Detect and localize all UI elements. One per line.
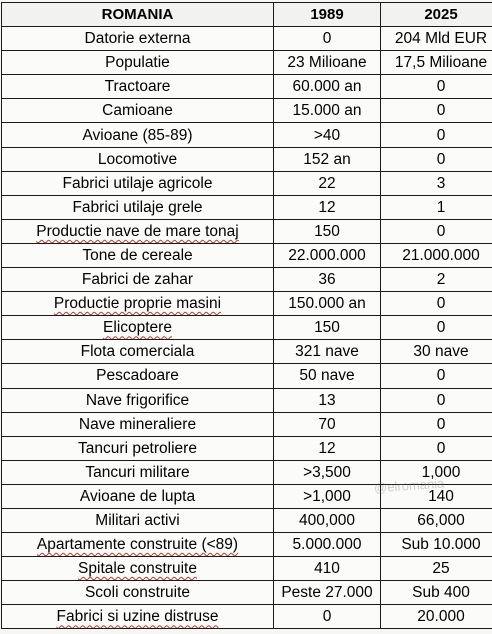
table-row (2, 27, 492, 51)
value-2025-cell (381, 292, 492, 316)
table-row (2, 292, 492, 316)
value-2025-text: 0 (436, 415, 446, 433)
table-row (2, 171, 492, 195)
indicator-cell (2, 557, 274, 581)
indicator-text: Flota comerciala (80, 343, 195, 361)
watermark: @elromania (373, 475, 445, 496)
value-2025-text: 2 (436, 271, 446, 289)
value-2025-cell (381, 75, 492, 99)
value-2025-cell (381, 364, 492, 388)
value-1989-cell (274, 605, 381, 629)
value-1989-text: 60.000 an (292, 78, 362, 96)
value-2025-cell (381, 27, 492, 51)
indicator-text: Nave frigorifice (85, 391, 190, 409)
value-2025-cell (381, 557, 492, 581)
table-row (2, 147, 492, 171)
value-2025-cell (381, 51, 492, 75)
indicator-cell (2, 147, 274, 171)
value-2025-cell (381, 99, 492, 123)
value-1989-cell (274, 508, 381, 532)
value-1989-cell (274, 460, 381, 484)
table-row (2, 508, 492, 532)
indicator-cell (2, 436, 274, 460)
value-1989-cell (274, 171, 381, 195)
value-1989-cell (274, 51, 381, 75)
value-2025-text: 30 nave (413, 343, 469, 361)
value-2025-cell (381, 219, 492, 243)
value-1989-text: 5.000.000 (292, 536, 362, 554)
value-2025-cell (381, 581, 492, 605)
value-1989-cell (274, 412, 381, 436)
table-row (2, 388, 492, 412)
indicator-text: Camioane (102, 102, 173, 120)
indicator-cell (2, 484, 274, 508)
value-1989-cell (274, 243, 381, 267)
value-1989-text: 150 (314, 222, 340, 240)
indicator-text: Productie proprie masini (53, 295, 222, 313)
value-2025-text: 0 (436, 78, 446, 96)
value-1989-cell (274, 292, 381, 316)
table-row (2, 51, 492, 75)
value-1989-cell (274, 484, 381, 508)
value-2025-text: 1,000 (421, 463, 461, 481)
indicator-cell (2, 340, 274, 364)
value-1989-text: 12 (318, 198, 336, 216)
value-1989-text: 15.000 an (292, 102, 362, 120)
value-2025-text: 0 (436, 439, 446, 457)
value-1989-text: >3,500 (303, 463, 351, 481)
value-1989-text: 321 nave (295, 343, 359, 361)
comparison-table (1, 2, 492, 629)
value-1989-cell (274, 195, 381, 219)
value-1989-cell (274, 557, 381, 581)
value-1989-cell (274, 533, 381, 557)
indicator-cell (2, 292, 274, 316)
indicator-cell (2, 581, 274, 605)
table-row (2, 605, 492, 629)
value-1989-cell (274, 147, 381, 171)
value-1989-cell (274, 123, 381, 147)
table-row (2, 219, 492, 243)
value-2025-text: 1 (436, 198, 446, 216)
value-2025-cell (381, 195, 492, 219)
indicator-cell (2, 388, 274, 412)
indicator-text: Pescadoare (96, 367, 179, 385)
table-row (2, 340, 492, 364)
value-2025-text: 0 (436, 391, 446, 409)
table-row (2, 243, 492, 267)
value-2025-cell (381, 388, 492, 412)
table-row (2, 364, 492, 388)
indicator-cell (2, 533, 274, 557)
indicator-cell (2, 268, 274, 292)
value-1989-cell (274, 388, 381, 412)
indicator-text: Militari activi (95, 512, 180, 530)
value-2025-cell (381, 484, 492, 508)
value-2025-cell (381, 268, 492, 292)
table-row (2, 581, 492, 605)
table-row (2, 412, 492, 436)
value-1989-text: 0 (322, 608, 332, 626)
value-2025-cell (381, 436, 492, 460)
value-2025-text: 0 (436, 126, 446, 144)
table-row (2, 316, 492, 340)
value-1989-cell (274, 340, 381, 364)
value-2025-text: 204 Mld EUR (394, 30, 488, 48)
value-2025-cell (381, 508, 492, 532)
table-row (2, 123, 492, 147)
value-1989-cell (274, 364, 381, 388)
indicator-text: Tancuri petroliere (78, 439, 197, 457)
value-2025-text: 0 (436, 295, 446, 313)
header-country: ROMANIA (2, 3, 274, 27)
indicator-text: Fabrici utilaje grele (72, 198, 203, 216)
indicator-text: Fabrici utilaje agricole (62, 174, 213, 192)
value-2025-cell (381, 460, 492, 484)
value-1989-text: 22 (318, 174, 336, 192)
table-row (2, 436, 492, 460)
value-2025-text: 0 (436, 222, 446, 240)
value-1989-cell (274, 219, 381, 243)
value-2025-text: 21.000.000 (402, 246, 480, 264)
value-1989-text: Peste 27.000 (281, 584, 373, 602)
table-row (2, 75, 492, 99)
value-1989-text: >40 (313, 126, 341, 144)
indicator-cell (2, 364, 274, 388)
value-2025-text: 0 (436, 367, 446, 385)
indicator-cell (2, 123, 274, 147)
indicator-text: Datorie externa (84, 30, 191, 48)
value-1989-text: 152 an (303, 150, 351, 168)
header-year-1989: 1989 (274, 3, 381, 27)
indicator-text: Locomotive (97, 150, 178, 168)
indicator-text: Productie nave de mare tonaj (36, 222, 239, 240)
value-2025-cell (381, 340, 492, 364)
value-2025-text: 3 (436, 174, 446, 192)
indicator-text: Apartamente construite (<89) (36, 536, 239, 554)
value-1989-cell (274, 436, 381, 460)
value-2025-text: 0 (436, 102, 446, 120)
value-2025-text: Sub 400 (412, 584, 470, 602)
value-2025-text: 17,5 Milioane (394, 54, 488, 72)
indicator-text: Avioane de lupta (79, 487, 196, 505)
value-1989-cell (274, 27, 381, 51)
table-row (2, 99, 492, 123)
value-1989-text: 400,000 (298, 512, 356, 530)
indicator-text: Fabrici de zahar (81, 271, 194, 289)
header-year-2025: 2025 (381, 3, 492, 27)
table-row (2, 484, 492, 508)
value-2025-cell (381, 171, 492, 195)
table-row (2, 533, 492, 557)
value-1989-text: 36 (318, 271, 336, 289)
value-1989-cell (274, 268, 381, 292)
value-2025-text: 140 (428, 487, 454, 505)
indicator-text: Tone de cereale (82, 246, 193, 264)
indicator-cell (2, 605, 274, 629)
indicator-cell (2, 99, 274, 123)
indicator-cell (2, 51, 274, 75)
indicator-cell (2, 75, 274, 99)
table-row (2, 460, 492, 484)
value-1989-text: 50 nave (299, 367, 355, 385)
indicator-cell (2, 243, 274, 267)
value-1989-text: 12 (318, 439, 336, 457)
value-2025-cell (381, 605, 492, 629)
value-1989-text: 150.000 an (288, 295, 366, 313)
value-2025-text: 0 (436, 150, 446, 168)
indicator-text: Avioane (85-89) (82, 126, 193, 144)
value-2025-cell (381, 147, 492, 171)
indicator-cell (2, 27, 274, 51)
value-2025-text: 0 (436, 319, 446, 337)
indicator-cell (2, 412, 274, 436)
value-2025-text: Sub 10.000 (401, 536, 481, 554)
indicator-cell (2, 508, 274, 532)
value-1989-cell (274, 99, 381, 123)
value-1989-text: 23 Milioane (287, 54, 367, 72)
value-2025-text: 20.000 (417, 608, 465, 626)
value-1989-text: 22.000.000 (288, 246, 366, 264)
value-2025-cell (381, 412, 492, 436)
header-row (2, 3, 492, 27)
value-2025-cell (381, 533, 492, 557)
indicator-text: Scoli construite (84, 584, 191, 602)
value-1989-text: >1,000 (303, 487, 351, 505)
value-1989-cell (274, 316, 381, 340)
table-row (2, 557, 492, 581)
table-row (2, 268, 492, 292)
value-2025-text: 25 (432, 560, 450, 578)
value-1989-text: 150 (314, 319, 340, 337)
value-1989-text: 13 (318, 391, 336, 409)
value-2025-text: 66,000 (417, 512, 465, 530)
value-2025-cell (381, 316, 492, 340)
value-1989-cell (274, 75, 381, 99)
value-1989-text: 70 (318, 415, 336, 433)
table-row (2, 195, 492, 219)
value-2025-cell (381, 243, 492, 267)
value-2025-cell (381, 123, 492, 147)
value-1989-text: 410 (314, 560, 340, 578)
indicator-cell (2, 219, 274, 243)
table-body (2, 27, 492, 629)
indicator-text: Nave mineraliere (78, 415, 197, 433)
indicator-cell (2, 460, 274, 484)
indicator-text: Elicoptere (103, 319, 172, 337)
indicator-text: Fabrici si uzine distruse (56, 608, 219, 626)
value-1989-text: 0 (322, 30, 332, 48)
indicator-text: Populatie (105, 54, 170, 72)
indicator-cell (2, 316, 274, 340)
indicator-text: Tractoare (104, 78, 171, 96)
indicator-cell (2, 195, 274, 219)
indicator-cell (2, 171, 274, 195)
value-1989-cell (274, 581, 381, 605)
indicator-text: Tancuri militare (85, 463, 190, 481)
indicator-text: Spitale construite (78, 560, 197, 578)
